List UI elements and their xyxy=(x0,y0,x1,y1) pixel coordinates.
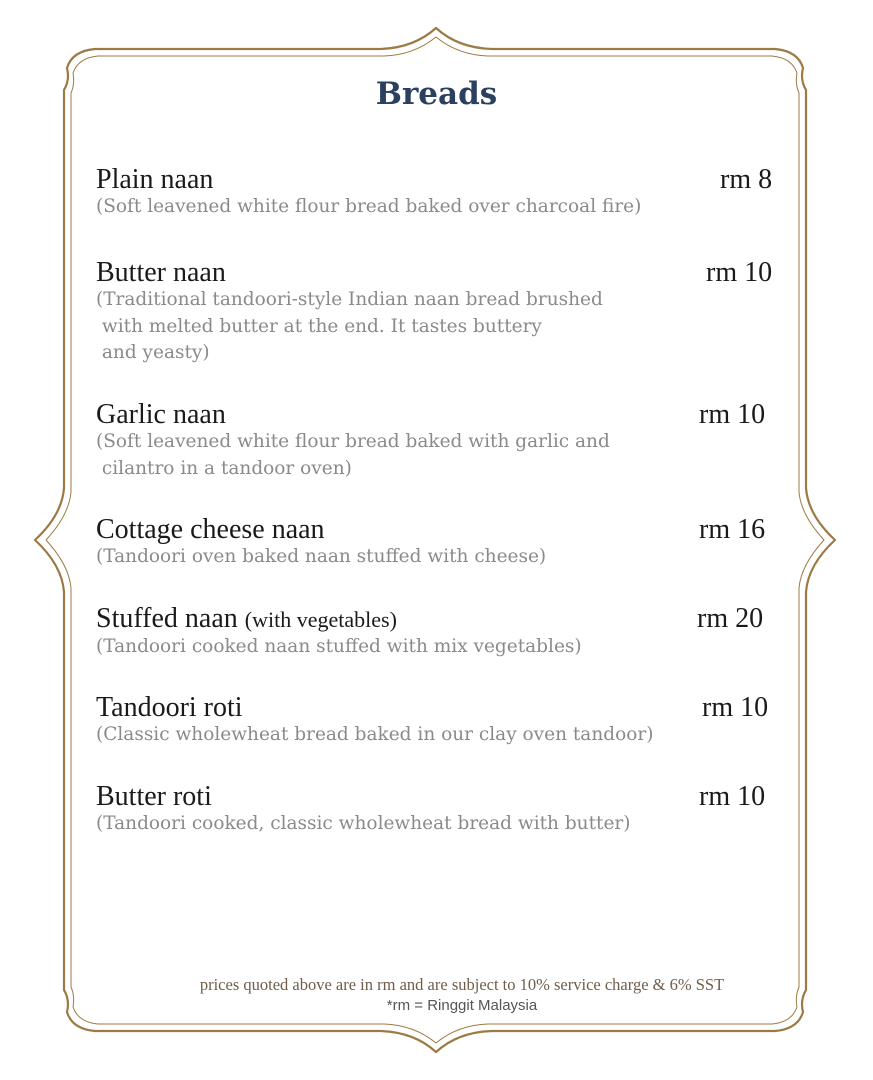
menu-title: Breads xyxy=(375,76,498,112)
menu-item-stuffed-naan xyxy=(96,603,786,661)
item-description: (Soft leavened white flour bread baked with garlic and cilantro in a tandoor oven) xyxy=(96,431,610,479)
currency-note: *rm = Ringgit Malaysia xyxy=(386,997,538,1014)
menu-item-plain-naan xyxy=(96,164,786,221)
item-description: (Soft leavened white flour bread baked over charcoal fire) xyxy=(96,196,642,217)
item-name: Stuffed naan xyxy=(96,603,238,634)
item-name: Cottage cheese naan xyxy=(96,514,325,545)
item-name: Butter naan xyxy=(96,257,226,288)
menu-item-butter-roti xyxy=(96,781,786,838)
item-description: (Tandoori cooked, classic wholewheat bread with butter) xyxy=(96,813,631,834)
menu-item-garlic-naan xyxy=(96,399,786,482)
item-price: rm 10 xyxy=(699,399,766,430)
menu-item-cottage-cheese-naan xyxy=(96,514,786,571)
item-price: rm 16 xyxy=(699,514,766,545)
item-price: rm 10 xyxy=(706,257,773,288)
item-name: Butter roti xyxy=(96,781,212,812)
item-price: rm 10 xyxy=(702,692,769,723)
item-description: (Traditional tandoori-style Indian naan bread brushed with melted butter at the end. It tastes buttery and yeasty) xyxy=(96,289,603,363)
item-description: (Tandoori oven baked naan stuffed with cheese) xyxy=(96,546,547,567)
service-charge-note: prices quoted above are in rm and are subject to 10% service charge & 6% SST xyxy=(199,975,725,994)
item-description: (Classic wholewheat bread baked in our clay oven tandoor) xyxy=(96,724,654,745)
item-qualifier: (with vegetables) xyxy=(244,607,397,632)
menu-item-butter-naan xyxy=(96,257,786,367)
item-price: rm 10 xyxy=(699,781,766,812)
item-price: rm 8 xyxy=(720,164,773,195)
item-description: (Tandoori cooked naan stuffed with mix vegetables) xyxy=(96,636,582,657)
item-price: rm 20 xyxy=(697,603,764,634)
item-name: Tandoori roti xyxy=(96,692,243,723)
menu-item-tandoori-roti xyxy=(96,692,786,749)
item-name: Garlic naan xyxy=(96,399,226,430)
item-name: Plain naan xyxy=(96,164,214,195)
